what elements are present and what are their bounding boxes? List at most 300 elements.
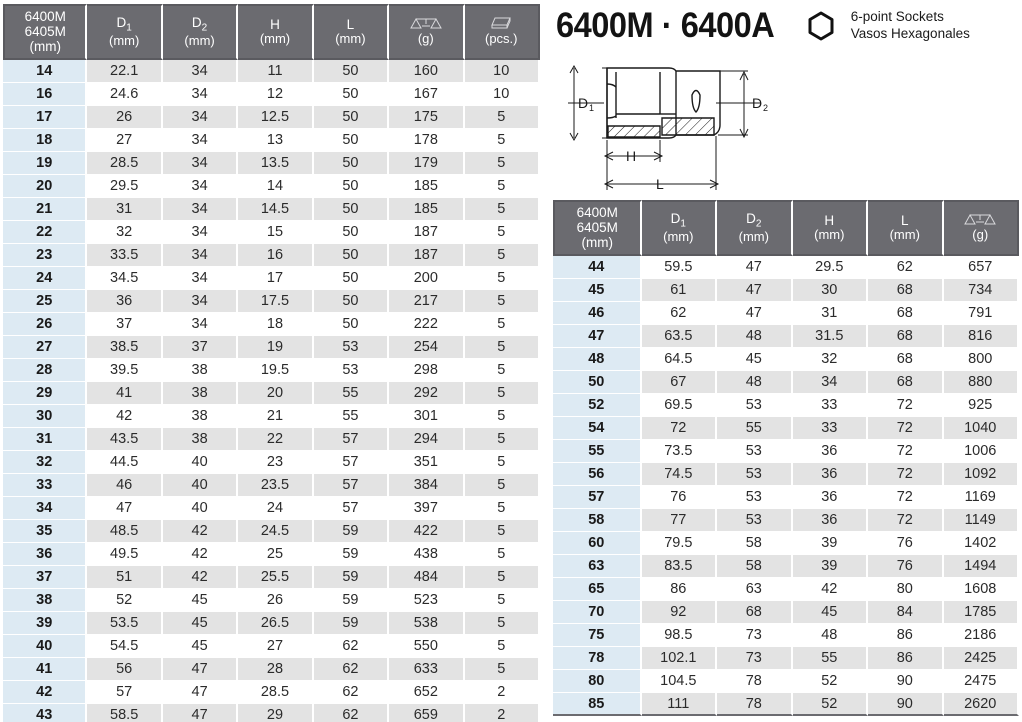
d1-subscript: 1 — [126, 22, 132, 34]
cell-value: 20 — [238, 382, 313, 405]
left-table-body — [3, 60, 540, 722]
col-header-pcs — [465, 4, 541, 60]
cell-value: 98.5 — [642, 624, 717, 647]
cell-value: 47 — [163, 681, 238, 704]
cell-value: 57 — [314, 428, 389, 451]
cell-value: 54.5 — [87, 635, 162, 658]
cell-value: 438 — [389, 543, 464, 566]
cell-size: 52 — [553, 394, 642, 417]
cell-value: 880 — [944, 371, 1020, 394]
diagram-label-l: L — [656, 176, 664, 192]
cell-value: 50 — [314, 221, 389, 244]
balance-scale-icon — [944, 212, 1018, 228]
cell-value: 2 — [465, 704, 541, 722]
cell-value: 16 — [238, 244, 313, 267]
cell-value: 45 — [163, 612, 238, 635]
cell-value: 185 — [389, 175, 464, 198]
cell-size: 34 — [3, 497, 87, 520]
cell-value: 5 — [465, 497, 541, 520]
table-row — [553, 555, 1019, 578]
cell-value: 86 — [642, 578, 717, 601]
cell-value: 222 — [389, 313, 464, 336]
cell-value: 83.5 — [642, 555, 717, 578]
cell-value: 42 — [163, 566, 238, 589]
cell-value: 72 — [642, 417, 717, 440]
cell-value: 78 — [717, 670, 792, 693]
cell-size: 63 — [553, 555, 642, 578]
cell-value: 50 — [314, 175, 389, 198]
cell-value: 26 — [238, 589, 313, 612]
cell-value: 40 — [163, 474, 238, 497]
cell-value: 36 — [793, 486, 868, 509]
cell-value: 92 — [642, 601, 717, 624]
cell-size: 39 — [3, 612, 87, 635]
cell-value: 11 — [238, 60, 313, 83]
cell-value: 15 — [238, 221, 313, 244]
size-label-line2: 6405M — [576, 220, 618, 236]
table-row — [553, 440, 1019, 463]
table-row — [553, 624, 1019, 647]
h-unit: (mm) — [259, 30, 291, 46]
cell-value: 33 — [793, 417, 868, 440]
cell-value: 25 — [238, 543, 313, 566]
cell-value: 179 — [389, 152, 464, 175]
d2-subscript: 2 — [201, 22, 208, 34]
cell-value: 62 — [314, 681, 389, 704]
diagram-label-h: H — [626, 148, 637, 164]
cell-size: 38 — [3, 589, 87, 612]
table-row — [3, 635, 540, 658]
table-row — [3, 83, 540, 106]
table-row — [553, 578, 1019, 601]
d2-unit: (mm) — [738, 228, 769, 244]
table-row — [3, 129, 540, 152]
cell-size: 22 — [3, 221, 87, 244]
cell-value: 187 — [389, 221, 464, 244]
cell-value: 550 — [389, 635, 464, 658]
cell-value: 46 — [87, 474, 162, 497]
cell-value: 14 — [238, 175, 313, 198]
cell-value: 200 — [389, 267, 464, 290]
h-unit: (mm) — [814, 226, 845, 242]
cell-size: 57 — [553, 486, 642, 509]
cell-value: 52 — [793, 670, 868, 693]
col-header-size — [3, 4, 87, 60]
cell-value: 2186 — [944, 624, 1020, 647]
cell-value: 5 — [465, 612, 541, 635]
table-row — [553, 670, 1019, 693]
cell-value: 61 — [642, 279, 717, 302]
weight-unit: (g) — [417, 31, 434, 47]
d1-unit: (mm) — [109, 32, 140, 48]
cell-value: 5 — [465, 198, 541, 221]
cell-value: 42 — [163, 543, 238, 566]
l-unit: (mm) — [335, 30, 366, 46]
cell-value: 69.5 — [642, 394, 717, 417]
col-header-l — [314, 4, 389, 60]
cell-value: 47 — [717, 256, 792, 279]
cell-size: 60 — [553, 532, 642, 555]
d1-label: D — [116, 14, 127, 30]
cell-value: 38.5 — [87, 336, 162, 359]
cell-value: 32 — [87, 221, 162, 244]
cell-value: 13 — [238, 129, 313, 152]
socket-cross-section-diagram — [556, 56, 856, 196]
cell-value: 76 — [868, 555, 943, 578]
cell-value: 5 — [465, 520, 541, 543]
cell-value: 1006 — [944, 440, 1020, 463]
table-row — [553, 279, 1019, 302]
cell-value: 68 — [717, 601, 792, 624]
cell-size: 48 — [553, 348, 642, 371]
cell-value: 40 — [163, 451, 238, 474]
cell-value: 292 — [389, 382, 464, 405]
cell-value: 5 — [465, 405, 541, 428]
cell-size: 85 — [553, 693, 642, 716]
d1-label: D — [670, 210, 681, 226]
cell-value: 26 — [87, 106, 162, 129]
cell-value: 57 — [314, 474, 389, 497]
cell-value: 86 — [868, 624, 943, 647]
table-row — [3, 290, 540, 313]
cell-value: 52 — [87, 589, 162, 612]
cell-value: 36 — [793, 509, 868, 532]
cell-value: 10 — [465, 60, 541, 83]
cell-value: 28.5 — [87, 152, 162, 175]
cell-value: 72 — [868, 486, 943, 509]
cell-value: 74.5 — [642, 463, 717, 486]
cell-value: 34 — [163, 313, 238, 336]
cell-value: 47 — [717, 279, 792, 302]
cell-size: 20 — [3, 175, 87, 198]
cell-value: 37 — [163, 336, 238, 359]
cell-value: 39 — [793, 532, 868, 555]
cell-value: 50 — [314, 313, 389, 336]
cell-value: 34 — [163, 267, 238, 290]
cell-value: 58.5 — [87, 704, 162, 722]
cell-value: 422 — [389, 520, 464, 543]
cell-value: 5 — [465, 129, 541, 152]
cell-size: 36 — [3, 543, 87, 566]
cell-size: 27 — [3, 336, 87, 359]
cell-value: 62 — [868, 256, 943, 279]
cell-value: 384 — [389, 474, 464, 497]
cell-value: 1608 — [944, 578, 1020, 601]
cell-size: 70 — [553, 601, 642, 624]
table-row — [3, 428, 540, 451]
cell-value: 41 — [87, 382, 162, 405]
cell-value: 62 — [314, 658, 389, 681]
size-label-line1: 6400M — [576, 205, 618, 220]
cell-value: 2425 — [944, 647, 1020, 670]
cell-value: 294 — [389, 428, 464, 451]
cell-value: 538 — [389, 612, 464, 635]
table-row — [3, 152, 540, 175]
cell-value: 72 — [868, 440, 943, 463]
cell-value: 38 — [163, 405, 238, 428]
cell-value: 59 — [314, 520, 389, 543]
cell-value: 5 — [465, 336, 541, 359]
cell-size: 44 — [553, 256, 642, 279]
table-row — [3, 221, 540, 244]
cell-value: 17 — [238, 267, 313, 290]
col-header-size — [553, 200, 642, 256]
cell-value: 38 — [163, 428, 238, 451]
cell-value: 76 — [868, 532, 943, 555]
cell-size: 14 — [3, 60, 87, 83]
cell-value: 47 — [717, 302, 792, 325]
size-label-line1: 6400M — [24, 9, 66, 24]
cell-size: 55 — [553, 440, 642, 463]
table-row — [3, 681, 540, 704]
cell-value: 78 — [717, 693, 792, 716]
cell-value: 53 — [717, 509, 792, 532]
cell-value: 45 — [163, 589, 238, 612]
cell-size: 43 — [3, 704, 87, 722]
cell-value: 57 — [87, 681, 162, 704]
d2-unit: (mm) — [184, 32, 215, 48]
cell-value: 50 — [314, 267, 389, 290]
cell-value: 633 — [389, 658, 464, 681]
cell-value: 50 — [314, 60, 389, 83]
cell-value: 34 — [163, 244, 238, 267]
cell-value: 1169 — [944, 486, 1020, 509]
cell-value: 18 — [238, 313, 313, 336]
cell-value: 34 — [163, 198, 238, 221]
cell-size: 78 — [553, 647, 642, 670]
cell-value: 5 — [465, 267, 541, 290]
cell-value: 1149 — [944, 509, 1020, 532]
table-row — [3, 382, 540, 405]
cell-value: 111 — [642, 693, 717, 716]
col-header-d2 — [717, 200, 792, 256]
table-row — [3, 359, 540, 382]
cell-value: 1092 — [944, 463, 1020, 486]
cell-size: 45 — [553, 279, 642, 302]
cell-value: 51 — [87, 566, 162, 589]
cell-size: 65 — [553, 578, 642, 601]
cell-value: 24 — [238, 497, 313, 520]
cell-value: 39 — [793, 555, 868, 578]
cell-size: 30 — [3, 405, 87, 428]
size-label-line2: 6405M — [24, 24, 66, 40]
d1-unit: (mm) — [663, 228, 694, 244]
cell-size: 23 — [3, 244, 87, 267]
table-row — [3, 612, 540, 635]
cell-value: 22.1 — [87, 60, 162, 83]
cell-value: 53.5 — [87, 612, 162, 635]
cell-value: 49.5 — [87, 543, 162, 566]
table-row — [3, 267, 540, 290]
cell-value: 56 — [87, 658, 162, 681]
table-row — [553, 532, 1019, 555]
cell-value: 5 — [465, 428, 541, 451]
cell-value: 12.5 — [238, 106, 313, 129]
cell-value: 659 — [389, 704, 464, 722]
table-row — [3, 198, 540, 221]
cell-value: 24.6 — [87, 83, 162, 106]
cell-value: 30 — [793, 279, 868, 302]
cell-value: 63 — [717, 578, 792, 601]
cell-value: 48 — [717, 371, 792, 394]
size-unit: (mm) — [581, 235, 614, 251]
cell-value: 175 — [389, 106, 464, 129]
l-label: L — [346, 16, 355, 32]
cell-value: 5 — [465, 359, 541, 382]
cell-value: 28 — [238, 658, 313, 681]
cell-value: 77 — [642, 509, 717, 532]
cell-value: 50 — [314, 129, 389, 152]
cell-size: 40 — [3, 635, 87, 658]
cell-value: 42 — [793, 578, 868, 601]
cell-size: 56 — [553, 463, 642, 486]
table-row — [3, 60, 540, 83]
cell-value: 42 — [87, 405, 162, 428]
cell-value: 23 — [238, 451, 313, 474]
cell-value: 104.5 — [642, 670, 717, 693]
cell-value: 652 — [389, 681, 464, 704]
svg-text:1: 1 — [589, 103, 595, 113]
h-label: H — [270, 16, 280, 32]
svg-text:2: 2 — [763, 103, 769, 113]
d2-label: D — [191, 14, 202, 30]
cell-value: 31 — [87, 198, 162, 221]
cell-value: 19.5 — [238, 359, 313, 382]
cell-value: 5 — [465, 382, 541, 405]
table-row — [553, 325, 1019, 348]
table-row — [553, 371, 1019, 394]
cell-value: 73 — [717, 647, 792, 670]
cell-value: 37 — [87, 313, 162, 336]
cell-value: 29 — [238, 704, 313, 722]
table-row — [3, 520, 540, 543]
cell-value: 1040 — [944, 417, 1020, 440]
cell-value: 53 — [717, 463, 792, 486]
left-table-header-row — [3, 4, 540, 60]
cell-value: 24.5 — [238, 520, 313, 543]
cell-value: 55 — [314, 405, 389, 428]
right-spec-table — [553, 200, 1019, 716]
cell-value: 50 — [314, 244, 389, 267]
cell-size: 54 — [553, 417, 642, 440]
hexagon-icon — [805, 10, 837, 42]
cell-value: 55 — [793, 647, 868, 670]
cell-value: 1494 — [944, 555, 1020, 578]
cell-value: 90 — [868, 693, 943, 716]
cell-value: 68 — [868, 302, 943, 325]
cell-size: 80 — [553, 670, 642, 693]
cell-value: 80 — [868, 578, 943, 601]
cell-size: 31 — [3, 428, 87, 451]
table-row — [3, 336, 540, 359]
cell-value: 29.5 — [87, 175, 162, 198]
cell-value: 47 — [87, 497, 162, 520]
cell-value: 86 — [868, 647, 943, 670]
col-header-d1 — [642, 200, 717, 256]
cell-value: 351 — [389, 451, 464, 474]
cell-value: 31.5 — [793, 325, 868, 348]
cell-size: 47 — [553, 325, 642, 348]
table-row — [553, 394, 1019, 417]
cell-value: 31 — [793, 302, 868, 325]
cell-value: 53 — [717, 440, 792, 463]
cell-value: 217 — [389, 290, 464, 313]
cell-value: 45 — [163, 635, 238, 658]
table-row — [3, 313, 540, 336]
balance-scale-icon — [389, 16, 462, 32]
cell-value: 38 — [163, 359, 238, 382]
cell-size: 17 — [3, 106, 87, 129]
cell-value: 34 — [163, 60, 238, 83]
cell-value: 55 — [314, 382, 389, 405]
cell-value: 45 — [793, 601, 868, 624]
col-header-weight — [944, 200, 1020, 256]
box-icon — [465, 16, 539, 32]
table-row — [553, 647, 1019, 670]
cell-value: 5 — [465, 589, 541, 612]
cell-value: 34.5 — [87, 267, 162, 290]
cell-value: 72 — [868, 417, 943, 440]
cell-value: 45 — [717, 348, 792, 371]
cell-value: 57 — [314, 451, 389, 474]
cell-size: 26 — [3, 313, 87, 336]
table-row — [3, 175, 540, 198]
cell-value: 12 — [238, 83, 313, 106]
table-row — [553, 601, 1019, 624]
cell-value: 10 — [465, 83, 541, 106]
cell-value: 298 — [389, 359, 464, 382]
d2-subscript: 2 — [755, 218, 762, 230]
cell-value: 13.5 — [238, 152, 313, 175]
left-spec-table — [3, 4, 540, 722]
cell-size: 33 — [3, 474, 87, 497]
table-row — [3, 244, 540, 267]
cell-value: 34 — [163, 129, 238, 152]
cell-value: 5 — [465, 543, 541, 566]
cell-value: 59 — [314, 612, 389, 635]
cell-value: 2620 — [944, 693, 1020, 716]
table-row — [553, 417, 1019, 440]
table-row — [3, 704, 540, 722]
cell-size: 18 — [3, 129, 87, 152]
cell-value: 23.5 — [238, 474, 313, 497]
table-row — [3, 106, 540, 129]
cell-size: 58 — [553, 509, 642, 532]
l-label: L — [901, 212, 909, 228]
right-table-body — [553, 256, 1019, 716]
cell-value: 657 — [944, 256, 1020, 279]
cell-value: 72 — [868, 463, 943, 486]
cell-size: 28 — [3, 359, 87, 382]
cell-value: 72 — [868, 394, 943, 417]
cell-value: 67 — [642, 371, 717, 394]
cell-value: 800 — [944, 348, 1020, 371]
col-header-l — [868, 200, 943, 256]
cell-value: 33.5 — [87, 244, 162, 267]
table-row — [553, 256, 1019, 279]
cell-value: 84 — [868, 601, 943, 624]
d2-label: D — [746, 210, 756, 226]
cell-value: 72 — [868, 509, 943, 532]
cell-size: 24 — [3, 267, 87, 290]
cell-value: 48.5 — [87, 520, 162, 543]
cell-size: 25 — [3, 290, 87, 313]
cell-size: 46 — [553, 302, 642, 325]
cell-value: 102.1 — [642, 647, 717, 670]
cell-value: 50 — [314, 106, 389, 129]
cell-value: 19 — [238, 336, 313, 359]
cell-value: 34 — [163, 175, 238, 198]
